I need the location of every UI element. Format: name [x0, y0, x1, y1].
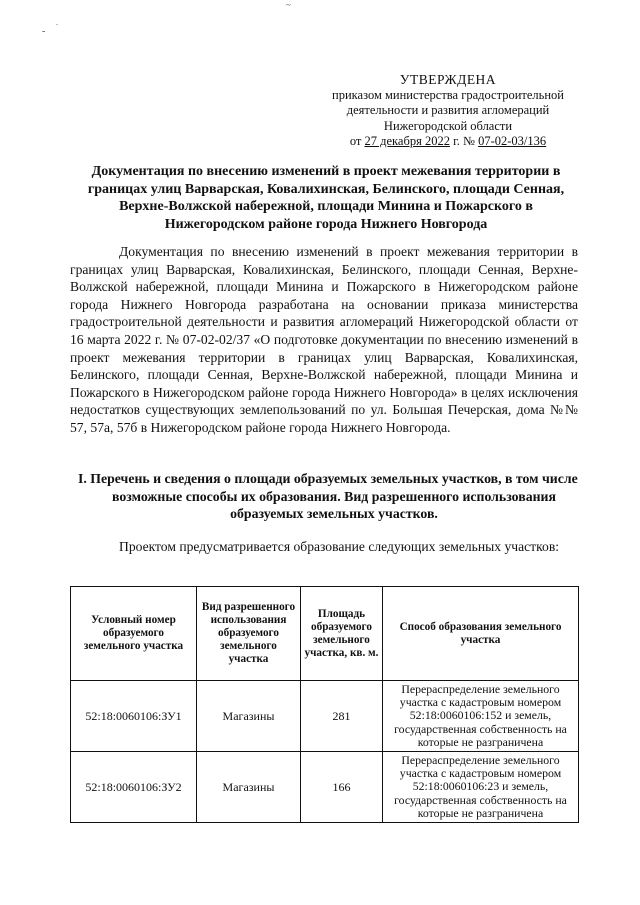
approval-heading: УТВЕРЖДЕНА [399, 72, 497, 87]
cell-parcel-number: 52:18:0060106:ЗУ2 [71, 752, 197, 823]
project-paragraph: Проектом предусматривается образование следующих земельных участков: [119, 539, 560, 554]
approval-date: 27 декабря 2022 [364, 134, 450, 148]
cell-permitted-use: Магазины [197, 752, 301, 823]
approval-stamp [318, 72, 578, 150]
intro-paragraph: Документация по внесению изменений в проект межевания территории в границах улиц Варварская, Ковалихинская, Белинского, площади Сенная, Верхне-Волжской набережной, площади Минина и Пожарского в Нижегородском районе города Нижнего Новгорода разработана на основании приказа министерства градостроительной деятельности и развития агломераций Нижегородской области от 16 марта 2022 г. № 07-02-02/37 «О подготовке документации по внесению изменений в проект межевания территории в границах улиц Варварская, Ковалихинская, Белинского, площади Сенная, Верхне-Волжской набережной, площади Минина и Пожарского в Нижегородском районе города Нижнего Новгорода» в целях исключения недостатков существующих землепользований по ул. Большая Печерская, дома №№ 57, 57а, 57б в Нижегородском районе города Нижнего Новгорода. [70, 244, 578, 435]
cell-area: 166 [301, 752, 383, 823]
approval-line-2: деятельности и развития агломераций [346, 103, 550, 117]
approval-number: 07-02-03/136 [478, 134, 547, 148]
approval-line-3: Нижегородской области [383, 118, 513, 133]
approval-date-prefix: от [349, 134, 365, 148]
cell-formation-method: Перераспределение земельного участка с кадастровым номером 52:18:0060106:152 и земель, государственная собственность на которые не разграничена [383, 681, 579, 752]
header-area: Площадь образуемого земельного участка, кв. м. [301, 587, 383, 681]
cell-formation-method: Перераспределение земельного участка с кадастровым номером 52:18:0060106:23 и земель, государственная собственность на которые не разграничена [383, 752, 579, 823]
approval-date-mid: г. № [449, 134, 479, 148]
header-permitted-use: Вид разрешенного использования образуемого земельного участка [197, 587, 301, 681]
table-row [71, 752, 579, 823]
header-formation-method: Способ образования земельного участка [383, 587, 579, 681]
section-heading [78, 470, 580, 523]
section-heading-text: Перечень и сведения о площади образуемых земельных участков, в том числе возможные способы их образования. Вид разрешенного использования образуемых земельных участков. [90, 471, 578, 521]
scan-speck-3: ~ [286, 0, 291, 10]
scan-speck-2: . [56, 18, 58, 27]
cell-parcel-number: 52:18:0060106:ЗУ1 [71, 681, 197, 752]
approval-line-1: приказом министерства градостроительной [332, 87, 564, 102]
parcels-table [70, 586, 579, 823]
section-number: I. [78, 471, 87, 486]
cell-permitted-use: Магазины [197, 681, 301, 752]
table-row [71, 681, 579, 752]
approval-date-line [318, 134, 578, 150]
scan-speck-1: - [42, 26, 46, 37]
cell-area: 281 [301, 681, 383, 752]
document-title: Документация по внесению изменений в проект межевания территории в границах улиц Варварская, Ковалихинская, Белинского, площади Сенная, Верхне-Волжской набережной, площади Минина и Пожарского в Нижегородском районе города Нижнего Новгорода [87, 164, 565, 232]
header-parcel-number: Условный номер образуемого земельного участка [71, 587, 197, 681]
table-header-row [71, 587, 579, 681]
